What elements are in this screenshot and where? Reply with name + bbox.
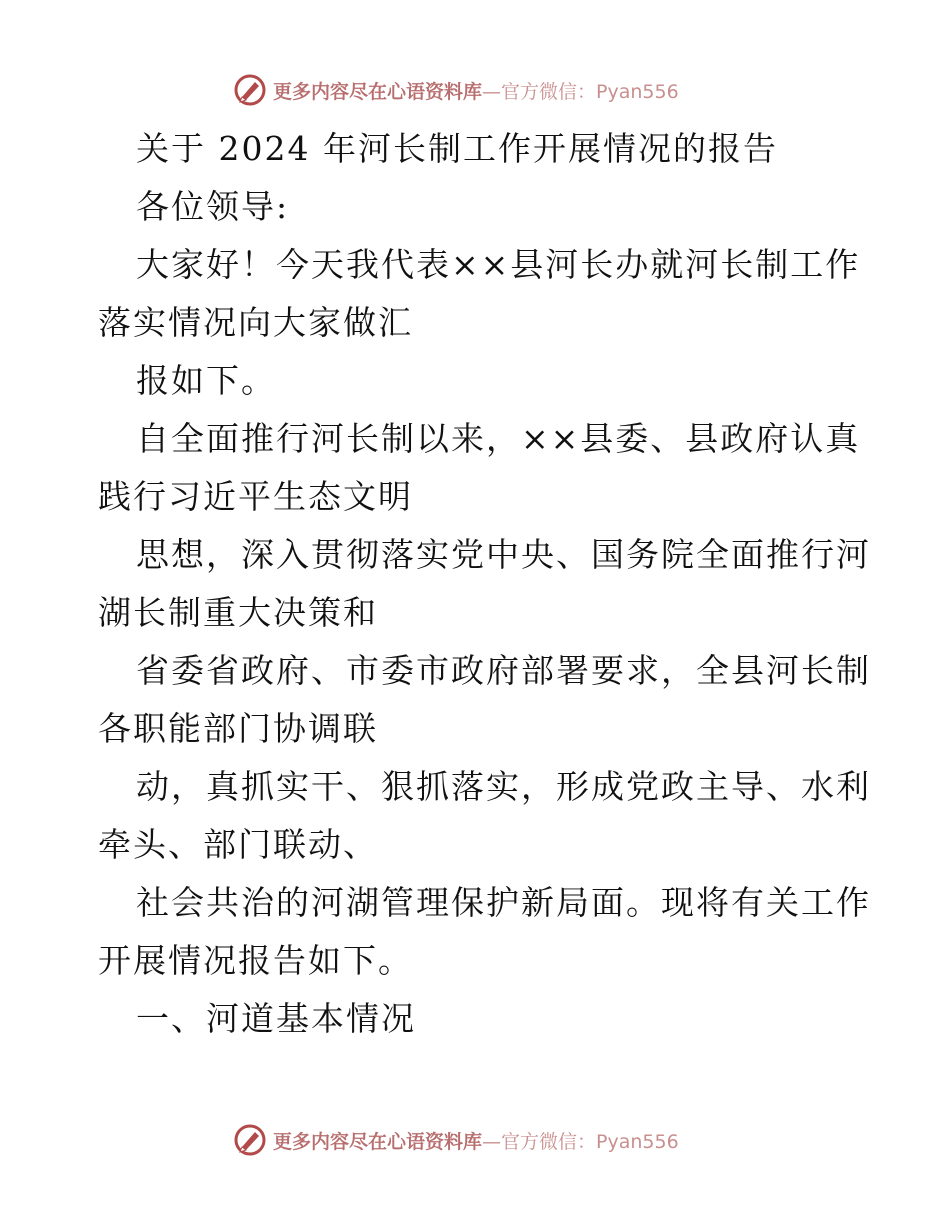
document-line: 大家好！今天我代表××县河长办就河长制工作 xyxy=(136,245,861,284)
document-line: 思想，深入贯彻落实党中央、国务院全面推行河 xyxy=(136,535,871,574)
watermark-text: 更多内容尽在心语资料库—官方微信：Pyan556 xyxy=(273,80,679,103)
document-line: 落实情况向大家做汇 xyxy=(98,303,413,342)
document-line: 省委省政府、市委市政府部署要求，全县河长制 xyxy=(136,651,871,690)
document-line: 一、河道基本情况 xyxy=(136,999,416,1038)
document-line: 关于 2024 年河长制工作开展情况的报告 xyxy=(136,129,778,168)
document-line: 湖长制重大决策和 xyxy=(98,593,378,632)
document-body xyxy=(98,120,871,1048)
footer-watermark-banner xyxy=(233,1120,713,1160)
document-line: 各位领导: xyxy=(136,187,290,226)
red-pen-seal-icon xyxy=(233,1123,267,1157)
watermark-text: 更多内容尽在心语资料库—官方微信：Pyan556 xyxy=(273,1130,679,1153)
red-pen-seal-icon xyxy=(233,73,267,107)
document-line: 动，真抓实干、狠抓落实，形成党政主导、水利 xyxy=(136,767,871,806)
document-line: 社会共治的河湖管理保护新局面。现将有关工作 xyxy=(136,883,871,922)
document-line: 开展情况报告如下。 xyxy=(98,941,413,980)
document-line: 牵头、部门联动、 xyxy=(98,825,378,864)
document-line: 践行习近平生态文明 xyxy=(98,477,413,516)
document-line: 各职能部门协调联 xyxy=(98,709,378,748)
document-line: 自全面推行河长制以来，××县委、县政府认真 xyxy=(136,419,861,458)
document-line: 报如下。 xyxy=(136,361,276,400)
header-watermark-banner xyxy=(233,70,713,110)
